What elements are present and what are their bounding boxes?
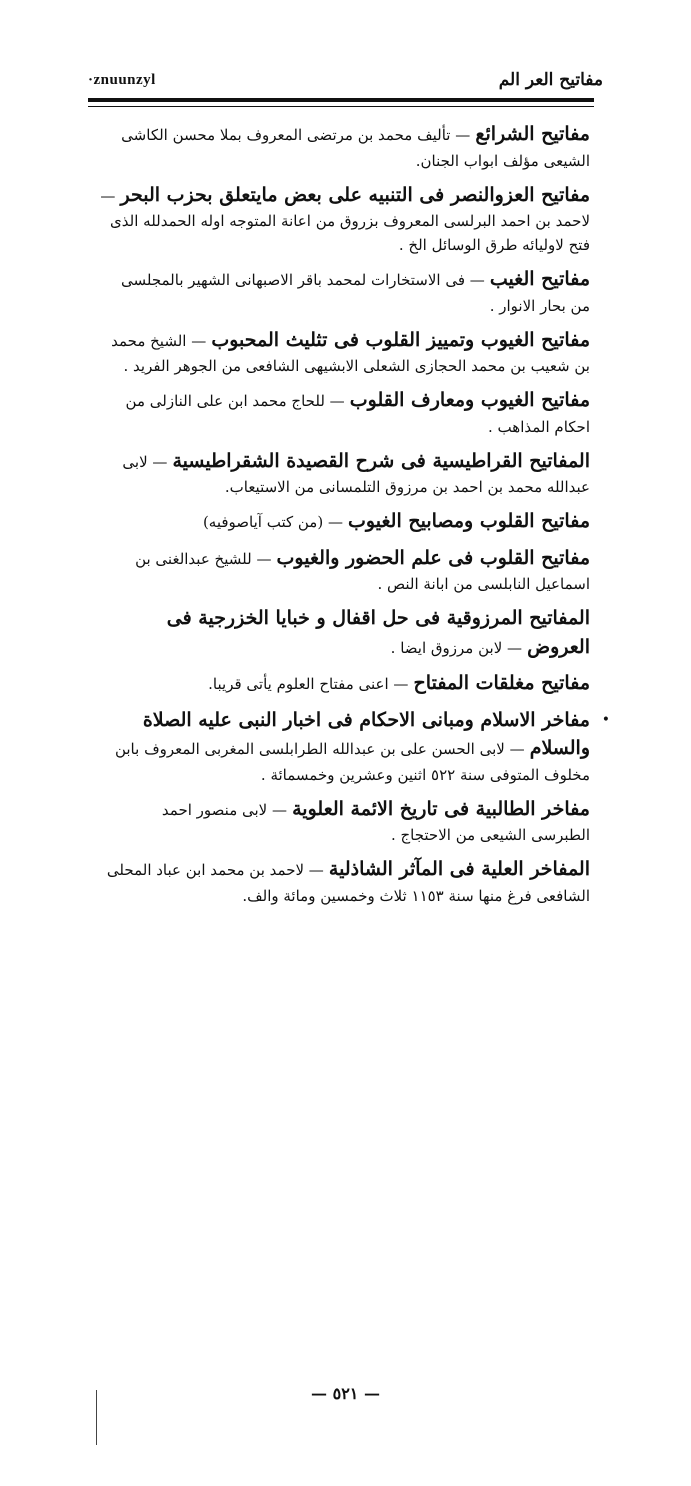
- entry-description: — لابى منصور احمد الطبرسى الشيعى من الاحتجاج .: [161, 800, 590, 844]
- entry-title: مفاخر الطالبية فى تاريخ الائمة العلوية: [292, 797, 590, 820]
- entries-list: [100, 120, 610, 916]
- entry-description: — فى الاستخارات لمحمد باقر الاصبهانى الشهير بالمجلسى من بحار الانوار .: [120, 271, 590, 315]
- entry-5: [100, 386, 590, 439]
- margin-line: [96, 1390, 97, 1445]
- entry-description: — للحاج محمد ابن على النازلى من احكام المذاهب .: [125, 392, 590, 436]
- entry-title: مفاتيح الغيوب وتمييز القلوب فى تثليث المحبوب: [211, 328, 590, 351]
- entry-description: — لاحمد بن محمد ابن عباد المحلى الشافعى فرغ منها سنة ١١٥٣ ثلاث وخمسين ومائة والف.: [106, 861, 590, 905]
- entry-title: مفاتيح القلوب ومصابيح الغيوب: [348, 510, 590, 532]
- entry-description: — (من كتب آياصوفيه): [202, 513, 343, 531]
- entry-title: المفاخر العلية فى المآثر الشاذلية: [328, 858, 590, 880]
- entry-4: [100, 326, 590, 379]
- entry-title: مفاتيح الشرائع: [475, 123, 590, 145]
- entry-description: — اعنى مفتاح العلوم يأتى قريبا.: [208, 675, 409, 693]
- entry-description: — للشيخ عبدالغنى بن اسماعيل النابلسى من ابانة النص .: [135, 549, 590, 593]
- entry-9: [100, 604, 590, 661]
- entry-description: — لابى الحسن على بن عبدالله الطرابلسى المغربى المعروف بابن مخلوف المتوفى سنة ٥٢٢ اثنين وعشرين وخمسمائة .: [114, 740, 590, 784]
- bullet-mark: •: [601, 711, 610, 728]
- entry-description: — لابن مرزوق ايضا .: [390, 638, 523, 657]
- entry-title: المفاتيح المرزوقية فى حل اقفال و خبايا الخزرجية فى العروض: [166, 607, 590, 658]
- entry-description: — لاحمد بن احمد البرلسى المعروف بزروق من اعانة المتوجه اوله الحمدلله الذى فتح لاوليائه طرق الوسائل الخ .: [100, 186, 590, 254]
- entry-title: مفاتيح مغلقات المفتاح: [413, 672, 590, 694]
- header-rule-thick: [88, 98, 594, 102]
- entry-10: [100, 669, 590, 698]
- entry-8: [100, 544, 590, 597]
- entry-description: — لابى عبدالله محمد بن احمد بن مرزوق التلمسانى من الاستيعاب.: [122, 452, 590, 496]
- running-header: مفاتيح العر الم: [498, 70, 603, 90]
- entry-13: [100, 855, 590, 908]
- entry-11: [100, 706, 610, 787]
- header-left-text: ·znuunzyl: [88, 72, 156, 88]
- entry-title: مفاتيح القلوب فى علم الحضور والغيوب: [276, 546, 590, 569]
- entry-title: مفاتيح الغيوب ومعارف القلوب: [349, 389, 590, 411]
- entry-description: — الشيخ محمد بن شعيب بن محمد الحجازى الشعلى الابشيهى الشافعى من الجوهر الفريد .: [111, 331, 590, 375]
- entry-12: [100, 795, 590, 848]
- entry-description: — تأليف محمد بن مرتضى المعروف بملا محسن الكاشى الشيعى مؤلف ابواب الجنان.: [121, 126, 590, 170]
- page-number: — ٥٢١ —: [311, 1384, 380, 1403]
- entry-6: [100, 447, 590, 500]
- entry-title: مفاخر الاسلام ومبانى الاحكام فى اخبار النبى عليه الصلاة والسلام: [142, 708, 590, 759]
- entry-title: مفاتيح العزوالنصر فى التنبيه على بعض مايتعلق بحزب البحر: [120, 183, 590, 206]
- entry-2: [100, 181, 590, 258]
- entry-3: [100, 265, 590, 318]
- header-rule-thin: [88, 106, 594, 107]
- entry-7: [100, 507, 590, 536]
- entry-title: المفاتيح القراطيسية فى شرح القصيدة الشقراطيسية: [172, 449, 590, 472]
- entry-title: مفاتيح الغيب: [489, 268, 590, 290]
- entry-1: [100, 120, 590, 173]
